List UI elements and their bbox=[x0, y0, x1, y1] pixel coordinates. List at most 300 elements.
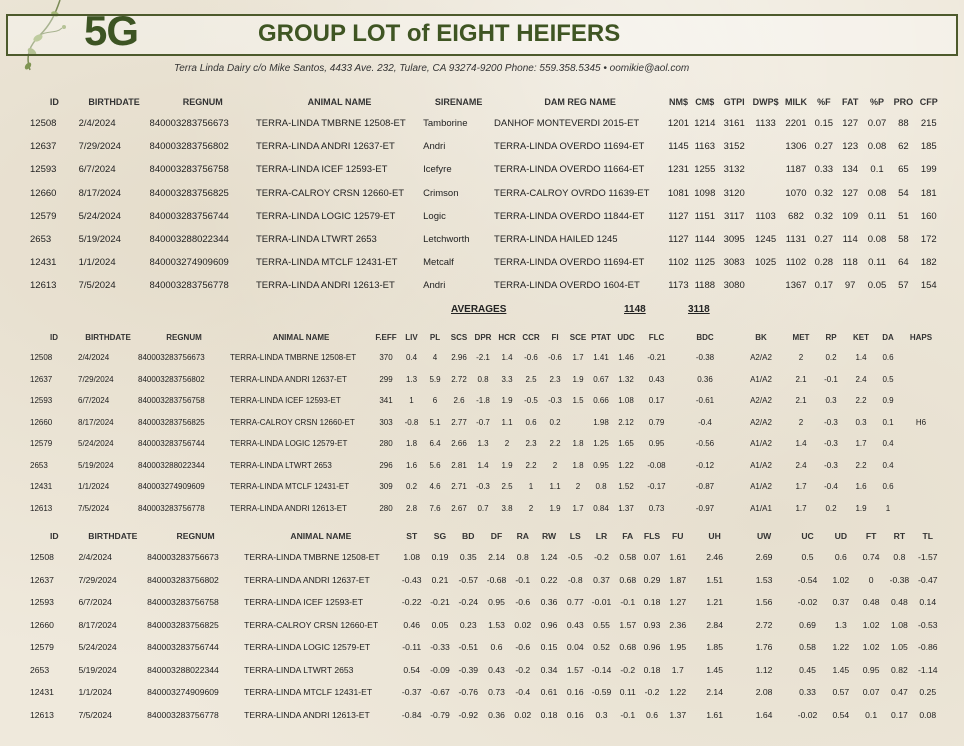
table-cell: TERRA-LINDA MTCLF 12431-ET bbox=[244, 687, 373, 698]
table-cell: 0.3 bbox=[855, 417, 867, 427]
table-cell: 2653 bbox=[30, 234, 52, 246]
table-header-row bbox=[30, 526, 942, 546]
table-cell: 1.64 bbox=[755, 709, 773, 720]
table-cell: Metcalf bbox=[423, 257, 454, 269]
table-cell: TERRA-LINDA LOGIC 12579-ET bbox=[255, 210, 396, 222]
averages-label: AVERAGES bbox=[451, 304, 507, 315]
table-cell: 2.5 bbox=[525, 374, 537, 384]
table-cell: 280 bbox=[379, 503, 393, 513]
table-cell: TERRA-LINDA ANDRI 12613-ET bbox=[255, 280, 395, 292]
table-cell: 0.27 bbox=[814, 141, 834, 153]
column-header: ANIMAL NAME bbox=[272, 332, 330, 342]
table-cell: 0.66 bbox=[593, 396, 609, 406]
table-cell: 1.24 bbox=[540, 552, 558, 563]
table-cell: 7/5/2024 bbox=[78, 709, 112, 720]
table-cell: -0.97 bbox=[695, 503, 715, 513]
table-cell: 1.57 bbox=[566, 664, 584, 675]
column-header: CCR bbox=[522, 332, 540, 342]
column-header: FA bbox=[622, 531, 634, 541]
table-cell: 840003283756758 bbox=[147, 597, 219, 608]
table-cell: 12508 bbox=[30, 118, 57, 130]
table-cell: 2.6 bbox=[453, 396, 465, 406]
table-cell: 0.18 bbox=[643, 664, 661, 675]
table-cell: 160 bbox=[920, 210, 937, 222]
table-cell: 65 bbox=[898, 164, 909, 176]
table-cell: 1.56 bbox=[755, 597, 773, 608]
table-cell: 0.17 bbox=[648, 396, 665, 406]
column-header: %F bbox=[817, 97, 831, 107]
table-cell: 1081 bbox=[667, 187, 690, 199]
table-cell: 840003288022344 bbox=[138, 460, 205, 470]
table-cell: -0.76 bbox=[458, 687, 479, 698]
table-cell: 1.5 bbox=[572, 396, 584, 406]
table-cell: -0.5 bbox=[567, 552, 583, 563]
table-cell: 0.43 bbox=[566, 619, 584, 630]
table-cell: 0.28 bbox=[814, 257, 834, 269]
table-cell: 1163 bbox=[694, 141, 716, 153]
table-cell: -0.3 bbox=[476, 482, 490, 492]
column-header: SIRENAME bbox=[434, 97, 483, 107]
table-cell bbox=[567, 412, 589, 434]
table-cell: 0.73 bbox=[488, 687, 505, 698]
table-cell: 0.68 bbox=[619, 574, 637, 585]
table-cell: TERRA-CALROY OVRDO 11639-ET bbox=[494, 187, 650, 199]
table-cell: 1.9 bbox=[501, 460, 513, 470]
table-cell: -2.1 bbox=[476, 353, 490, 363]
table-cell: 0.4 bbox=[882, 439, 894, 449]
table-cell: 4 bbox=[432, 353, 438, 363]
table-row bbox=[30, 433, 942, 455]
table-cell: 3120 bbox=[723, 187, 745, 199]
table-cell: 296 bbox=[379, 460, 393, 470]
table-cell: -0.86 bbox=[917, 642, 938, 653]
table-cell: 0.16 bbox=[566, 709, 584, 720]
table-cell: 0.6 bbox=[646, 709, 658, 720]
table-cell: 12613 bbox=[30, 280, 57, 292]
table-cell: 1127 bbox=[668, 234, 689, 246]
table-cell: 0.4 bbox=[405, 353, 418, 363]
table-cell: 2.3 bbox=[525, 439, 537, 449]
table-cell: 2.77 bbox=[451, 417, 467, 427]
table-cell: -0.1 bbox=[824, 374, 838, 384]
table-cell: -0.2 bbox=[644, 687, 660, 698]
table-cell: 0.95 bbox=[648, 439, 665, 449]
table-cell: 7/29/2024 bbox=[78, 574, 117, 585]
table-cell: 0.57 bbox=[832, 687, 850, 698]
table-cell: 0.27 bbox=[814, 234, 834, 246]
table-row bbox=[30, 112, 942, 135]
column-header: ST bbox=[406, 531, 418, 541]
table-cell: 0.32 bbox=[814, 210, 834, 222]
table-cell: TERRA-LINDA ANDRI 12637-ET bbox=[230, 374, 347, 384]
column-header: CM$ bbox=[695, 97, 715, 107]
column-header: BK bbox=[755, 332, 767, 342]
table-cell: 0.6 bbox=[525, 417, 537, 427]
table-cell: 1214 bbox=[694, 118, 716, 130]
table-cell: TERRA-LINDA LOGIC 12579-ET bbox=[230, 439, 348, 449]
table-cell: 3.8 bbox=[501, 503, 513, 513]
table-cell: 54 bbox=[898, 187, 909, 199]
table-cell: TERRA-LINDA OVERDO 1604-ET bbox=[494, 280, 640, 292]
table-row bbox=[30, 636, 942, 659]
table-cell: 1173 bbox=[668, 280, 689, 292]
column-header: SG bbox=[433, 531, 447, 541]
table-cell: Andri bbox=[423, 141, 446, 153]
table-cell: 840003274909609 bbox=[149, 257, 229, 269]
table-cell: 0.52 bbox=[593, 642, 610, 653]
table-cell: -0.2 bbox=[620, 664, 636, 675]
table-cell: 0.1 bbox=[882, 417, 894, 427]
table-cell: 0.35 bbox=[459, 552, 477, 563]
table-cell: 1367 bbox=[785, 280, 807, 292]
table-row bbox=[30, 704, 942, 727]
table-cell: 1098 bbox=[694, 187, 716, 199]
table-cell: 5/24/2024 bbox=[78, 210, 121, 222]
table-cell: 1/1/2024 bbox=[78, 687, 112, 698]
table-cell: 1.4 bbox=[477, 460, 489, 470]
table-cell: -0.6 bbox=[515, 642, 531, 653]
table-cell: Crimson bbox=[423, 187, 459, 199]
table-cell: 341 bbox=[379, 396, 393, 406]
table-cell: 2653 bbox=[30, 664, 50, 675]
table-cell: 1.46 bbox=[618, 353, 634, 363]
table-cell: 5/24/2024 bbox=[78, 439, 114, 449]
table-cell: -0.92 bbox=[458, 709, 479, 720]
column-header: DA bbox=[882, 332, 894, 342]
table-cell: 51 bbox=[898, 210, 909, 222]
table-cell: 1201 bbox=[667, 118, 690, 130]
table-cell: 1.45 bbox=[706, 664, 723, 675]
table-cell: 1.02 bbox=[862, 642, 880, 653]
column-header: DAM REG NAME bbox=[544, 97, 616, 107]
table-cell: 1131 bbox=[785, 234, 807, 246]
page-title: GROUP LOT of EIGHT HEIFERS bbox=[258, 20, 621, 47]
table-cell: 1.61 bbox=[669, 552, 687, 563]
column-header: FLC bbox=[648, 332, 665, 342]
table-cell: 0.77 bbox=[566, 597, 584, 608]
table-cell: 0.96 bbox=[643, 642, 661, 653]
column-header: TL bbox=[922, 531, 934, 541]
table-row bbox=[30, 205, 942, 228]
table-cell: 0.7 bbox=[477, 503, 489, 513]
table-cell: 5/24/2024 bbox=[78, 642, 117, 653]
column-header: PRO bbox=[893, 97, 914, 107]
table-cell: 5.9 bbox=[429, 374, 441, 384]
table-cell: -0.1 bbox=[515, 574, 531, 585]
table-cell: 12593 bbox=[30, 396, 53, 406]
table-cell: 0.08 bbox=[867, 141, 887, 153]
average-gtpi: 3118 bbox=[688, 304, 710, 315]
table-cell: 840003283756744 bbox=[149, 210, 229, 222]
table-cell: A2/A2 bbox=[750, 353, 772, 363]
table-cell: 1125 bbox=[694, 257, 716, 269]
table-cell: 12637 bbox=[30, 141, 57, 153]
table-cell: 57 bbox=[898, 280, 909, 292]
table-cell: 0.5 bbox=[882, 374, 894, 384]
table-cell: 3117 bbox=[723, 210, 745, 222]
table-cell: 12579 bbox=[30, 439, 53, 449]
table-cell: 0.07 bbox=[643, 552, 661, 563]
table-cell: 1.05 bbox=[891, 642, 908, 653]
table-cell: -0.3 bbox=[824, 417, 838, 427]
column-header: FAT bbox=[842, 97, 859, 107]
table-cell: 12613 bbox=[30, 503, 53, 513]
table-cell: 12660 bbox=[30, 187, 57, 199]
table-cell: 0.45 bbox=[799, 664, 816, 675]
table-cell: 1 bbox=[409, 396, 414, 406]
table-cell: 0.2 bbox=[549, 417, 561, 427]
table-cell: A1/A2 bbox=[750, 439, 772, 449]
table-cell: -0.2 bbox=[594, 552, 609, 563]
table-cell: 0.6 bbox=[882, 353, 894, 363]
table-cell: 0.93 bbox=[643, 619, 661, 630]
column-header: CFP bbox=[919, 97, 938, 107]
table-cell bbox=[749, 274, 781, 297]
table-cell: 0.16 bbox=[566, 687, 584, 698]
table-cell: 1.7 bbox=[671, 664, 684, 675]
table-cell: 1.41 bbox=[593, 353, 609, 363]
column-header: RT bbox=[893, 531, 906, 541]
table-cell: 2.1 bbox=[795, 374, 807, 384]
table-cell: 0.8 bbox=[893, 552, 906, 563]
table-cell: 840003283756802 bbox=[138, 374, 205, 384]
table-cell bbox=[749, 182, 781, 205]
table-cell: 1070 bbox=[785, 187, 807, 199]
table-cell: -0.02 bbox=[797, 709, 818, 720]
table-cell: 840003283756673 bbox=[149, 118, 229, 130]
table-cell: 0.84 bbox=[593, 503, 609, 513]
table-cell: -0.21 bbox=[430, 597, 450, 608]
table-cell: 0.19 bbox=[431, 552, 449, 563]
table-cell: 8/17/2024 bbox=[78, 187, 121, 199]
table-cell: 0.2 bbox=[825, 353, 837, 363]
table-cell: 97 bbox=[844, 280, 856, 292]
production-table bbox=[30, 92, 942, 298]
column-header: RW bbox=[541, 531, 557, 541]
table-cell: 0.1 bbox=[870, 164, 884, 176]
column-header: RA bbox=[516, 531, 529, 541]
table-cell: -0.6 bbox=[524, 353, 538, 363]
table-cell: -0.33 bbox=[430, 642, 450, 653]
table-cell: 840003283756744 bbox=[147, 642, 219, 653]
table-cell: TERRA-LINDA ICEF 12593-ET bbox=[244, 597, 364, 608]
table-cell: 0.1 bbox=[865, 709, 878, 720]
column-header: REGNUM bbox=[166, 332, 202, 342]
table-cell: 7/29/2024 bbox=[78, 374, 114, 384]
table-cell: 0.11 bbox=[868, 210, 886, 222]
table-cell: 7/5/2024 bbox=[78, 280, 116, 292]
table-cell: 127 bbox=[842, 187, 859, 199]
column-header: HCR bbox=[498, 332, 516, 342]
table-cell: -0.14 bbox=[591, 664, 612, 675]
table-cell: -0.2 bbox=[515, 664, 531, 675]
table-cell: A2/A2 bbox=[750, 417, 772, 427]
table-cell: 2.2 bbox=[525, 460, 537, 470]
table-cell: -0.01 bbox=[591, 597, 612, 608]
table-cell: 6.4 bbox=[429, 439, 441, 449]
table-cell: 0.07 bbox=[862, 687, 880, 698]
table-cell: 215 bbox=[920, 118, 937, 130]
table-cell: 1.02 bbox=[832, 574, 850, 585]
table-cell: 0.54 bbox=[403, 664, 421, 675]
table-cell: A2/A2 bbox=[750, 396, 772, 406]
table-cell: TERRA-LINDA ICEF 12593-ET bbox=[230, 396, 341, 406]
table-cell: TERRA-LINDA HAILED 1245 bbox=[494, 234, 618, 246]
column-header: UDC bbox=[617, 332, 635, 342]
table-cell: 0.37 bbox=[832, 597, 850, 608]
column-header: DWP$ bbox=[752, 97, 779, 107]
table-cell: TERRA-LINDA OVERDO 11694-ET bbox=[494, 141, 645, 153]
table-cell: 1.22 bbox=[669, 687, 687, 698]
table-cell: 0.8 bbox=[595, 482, 607, 492]
table-cell: 2 bbox=[798, 353, 804, 363]
table-cell: -0.12 bbox=[695, 460, 715, 470]
table-cell: TERRA-LINDA TMBRNE 12508-ET bbox=[230, 353, 357, 363]
table-cell: 0.08 bbox=[867, 187, 887, 199]
table-cell: 1.4 bbox=[501, 353, 513, 363]
table-cell: 1.37 bbox=[618, 503, 634, 513]
column-header: SCE bbox=[569, 332, 587, 342]
table-cell: 1.1 bbox=[501, 417, 513, 427]
table-cell: 1188 bbox=[694, 280, 716, 292]
table-cell: 1.32 bbox=[618, 374, 634, 384]
table-cell: 2.46 bbox=[706, 552, 723, 563]
table-cell: 2.4 bbox=[795, 460, 807, 470]
table-row bbox=[30, 614, 942, 637]
table-cell: 62 bbox=[898, 141, 909, 153]
table-cell: 309 bbox=[379, 482, 393, 492]
table-cell: -0.4 bbox=[698, 417, 712, 427]
table-cell: 12579 bbox=[30, 642, 54, 653]
table-cell: -0.3 bbox=[824, 460, 838, 470]
column-header: GTPI bbox=[723, 97, 745, 107]
table-cell: 3.3 bbox=[501, 374, 513, 384]
table-cell: 303 bbox=[379, 417, 393, 427]
table-cell: -0.84 bbox=[401, 709, 422, 720]
table-cell: -0.11 bbox=[402, 642, 422, 653]
table-cell: 6/7/2024 bbox=[78, 597, 112, 608]
table-cell: 0.11 bbox=[868, 257, 886, 269]
table-cell: 0.29 bbox=[643, 574, 661, 585]
table-row bbox=[30, 659, 942, 682]
column-header: DPR bbox=[474, 332, 492, 342]
table-cell: 1231 bbox=[667, 164, 690, 176]
table-cell: 0.48 bbox=[891, 597, 908, 608]
table-cell: 0.5 bbox=[801, 552, 814, 563]
table-row bbox=[30, 569, 942, 592]
table-cell: 4.6 bbox=[429, 482, 441, 492]
table-cell: -0.09 bbox=[430, 664, 450, 675]
table-row bbox=[30, 476, 942, 498]
table-cell: 1.7 bbox=[855, 439, 867, 449]
table-cell: -0.08 bbox=[647, 460, 666, 470]
table-cell: 840003283756758 bbox=[138, 396, 205, 406]
table-cell: 1.87 bbox=[669, 574, 687, 585]
table-cell: 0.3 bbox=[825, 396, 837, 406]
table-cell: 0.95 bbox=[488, 597, 505, 608]
table-cell: 840003283756673 bbox=[138, 353, 205, 363]
table-cell: 3095 bbox=[723, 234, 745, 246]
table-cell: 840003283756778 bbox=[147, 709, 219, 720]
table-cell: 1.98 bbox=[593, 417, 609, 427]
table-cell: 12637 bbox=[30, 374, 53, 384]
table-cell: TERRA-LINDA ANDRI 12637-ET bbox=[244, 574, 370, 585]
table-cell: 0.22 bbox=[540, 574, 558, 585]
table-cell: 199 bbox=[920, 164, 937, 176]
table-cell: -0.5 bbox=[524, 396, 538, 406]
table-cell: 840003274909609 bbox=[138, 482, 205, 492]
table-cell: TERRA-LINDA TMBRNE 12508-ET bbox=[244, 552, 380, 563]
table-cell: -0.6 bbox=[515, 597, 531, 608]
table-cell: 0.95 bbox=[862, 664, 880, 675]
table-cell: Andri bbox=[423, 280, 446, 292]
table-cell: 0.15 bbox=[540, 642, 558, 653]
table-cell: 0.25 bbox=[919, 687, 937, 698]
table-cell: 2 bbox=[575, 482, 581, 492]
table-cell: 1.53 bbox=[755, 574, 773, 585]
health-table bbox=[30, 327, 942, 519]
table-cell: 1102 bbox=[668, 257, 689, 269]
table-cell: 0.69 bbox=[799, 619, 816, 630]
table-cell: 1.57 bbox=[619, 619, 637, 630]
column-header: LIV bbox=[405, 332, 418, 342]
table-cell: 12431 bbox=[30, 257, 57, 269]
table-cell: DANHOF MONTEVERDI 2015-ET bbox=[494, 118, 640, 130]
table-cell: 0.18 bbox=[643, 597, 661, 608]
table-cell: 0.17 bbox=[891, 709, 908, 720]
column-header: REGNUM bbox=[176, 531, 215, 541]
table-cell: 2.8 bbox=[405, 503, 418, 513]
table-cell: 123 bbox=[842, 141, 859, 153]
column-header: ID bbox=[50, 332, 58, 342]
table-cell: 0.36 bbox=[697, 374, 713, 384]
table-cell: 0.15 bbox=[814, 118, 834, 130]
table-cell: 0.58 bbox=[619, 552, 637, 563]
table-cell: 1.6 bbox=[855, 482, 867, 492]
table-row bbox=[30, 591, 942, 614]
table-cell: -1.8 bbox=[476, 396, 490, 406]
table-cell: -0.8 bbox=[404, 417, 419, 427]
table-cell: 12660 bbox=[30, 417, 53, 427]
table-cell: 2.69 bbox=[755, 552, 773, 563]
table-cell: TERRA-LINDA MTCLF 12431-ET bbox=[255, 257, 398, 269]
table-cell: 1.08 bbox=[618, 396, 634, 406]
table-cell: 2.66 bbox=[451, 439, 467, 449]
table-cell: A1/A2 bbox=[750, 482, 772, 492]
type-traits-table bbox=[30, 526, 942, 726]
column-header: PL bbox=[429, 332, 441, 342]
table-cell: 0.47 bbox=[891, 687, 908, 698]
table-cell: TERRA-LINDA LOGIC 12579-ET bbox=[244, 642, 371, 653]
column-header: LS bbox=[569, 531, 581, 541]
table-cell: 0.6 bbox=[834, 552, 847, 563]
table-cell: 2/4/2024 bbox=[78, 353, 110, 363]
table-cell: 1.8 bbox=[572, 439, 584, 449]
table-cell: 7/29/2024 bbox=[78, 141, 121, 153]
table-cell: 185 bbox=[920, 141, 937, 153]
table-row bbox=[30, 546, 942, 569]
column-header: F.EFF bbox=[375, 332, 397, 342]
table-cell: 1 bbox=[528, 482, 534, 492]
table-cell bbox=[749, 158, 781, 181]
table-cell: 1102 bbox=[785, 257, 807, 269]
table-cell: -0.21 bbox=[647, 353, 666, 363]
table-cell: TERRA-LINDA OVERDO 11694-ET bbox=[494, 257, 645, 269]
table-cell: 2653 bbox=[30, 460, 48, 470]
table-cell: 2.12 bbox=[618, 417, 634, 427]
table-cell: 2.2 bbox=[549, 439, 561, 449]
table-cell: 182 bbox=[920, 257, 937, 269]
